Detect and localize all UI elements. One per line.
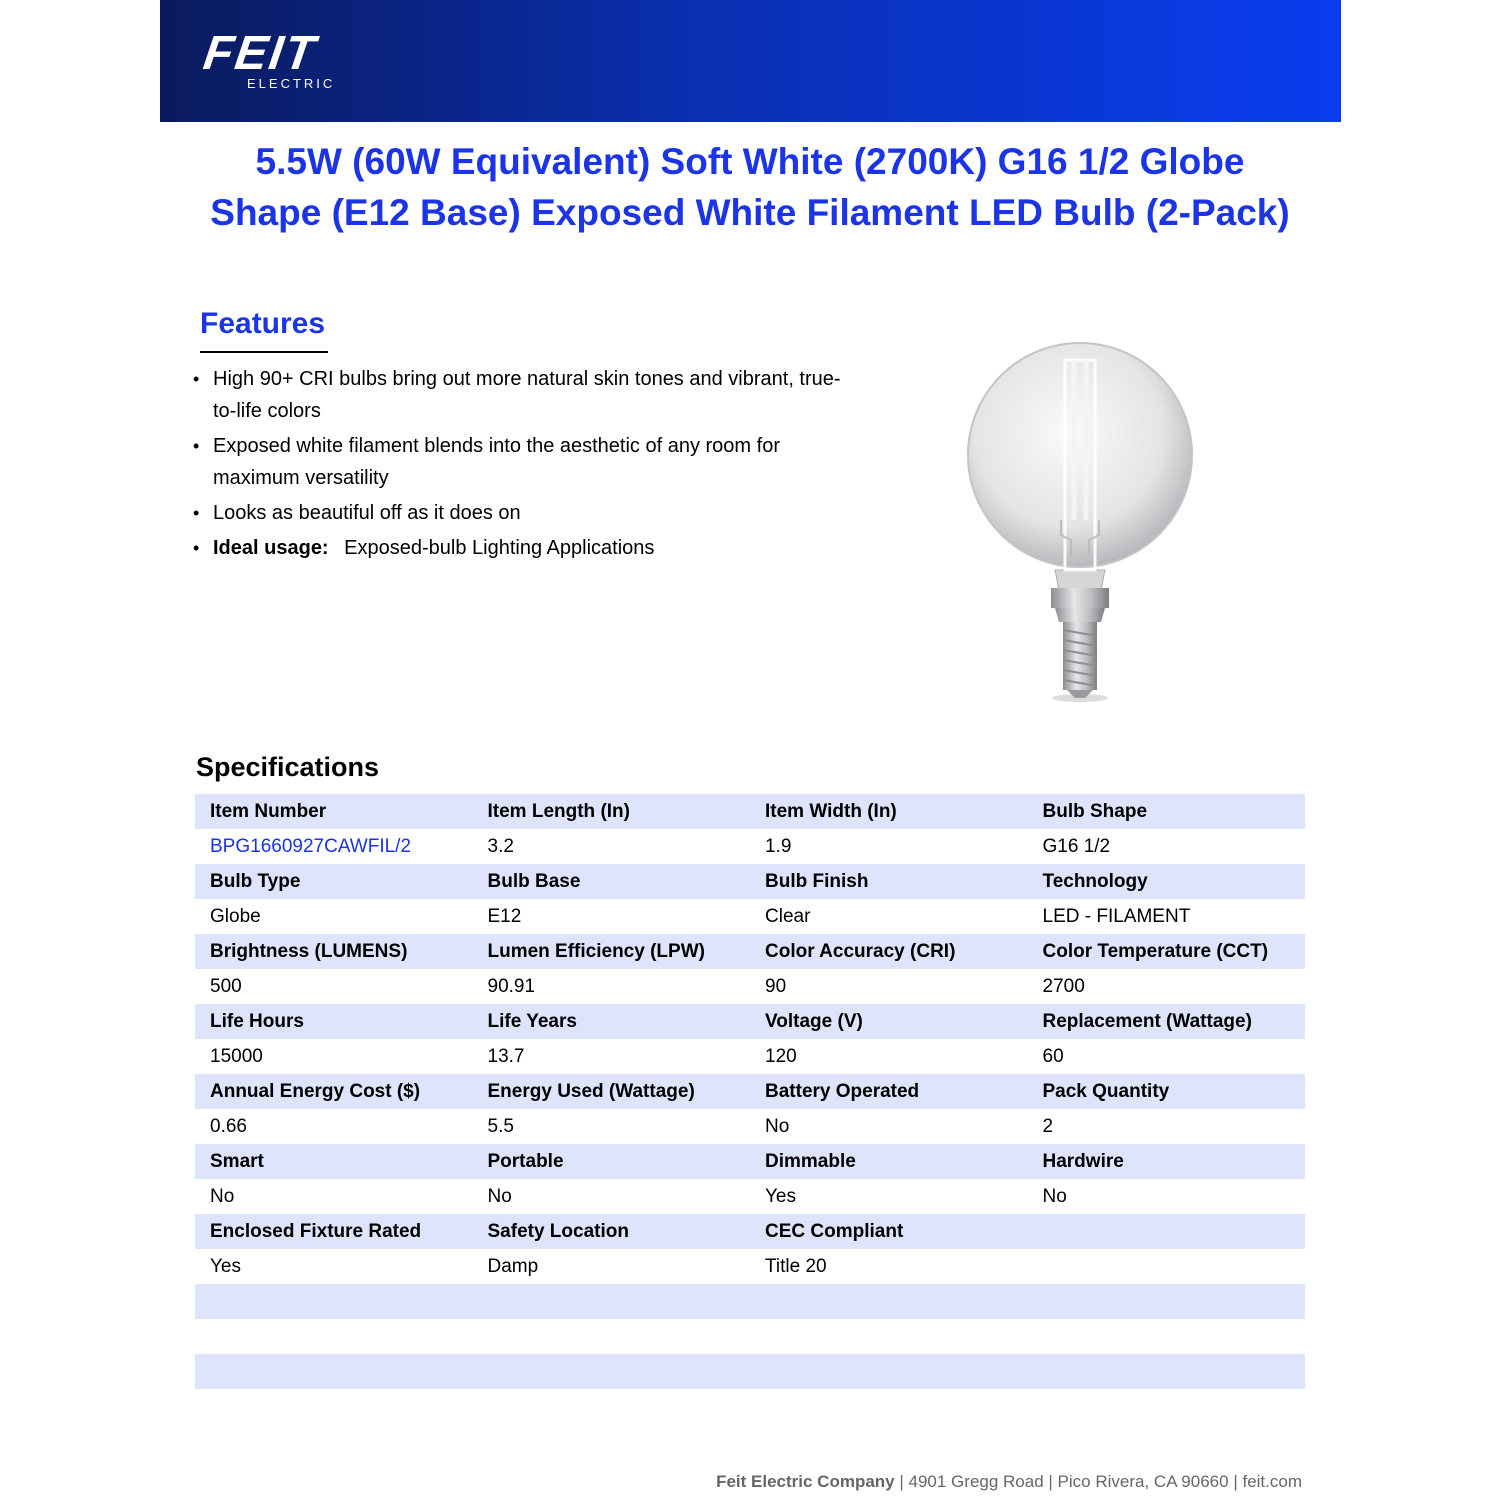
spec-value-row	[195, 829, 1305, 864]
spec-label: Bulb Base	[473, 864, 751, 899]
spec-label: Lumen Efficiency (LPW)	[473, 934, 751, 969]
footer-city: Pico Rivera, CA 90660	[1057, 1472, 1229, 1491]
spec-label: Smart	[195, 1144, 473, 1179]
spec-empty-value-row	[195, 1319, 1305, 1354]
spec-value	[1028, 1249, 1306, 1284]
spec-label: CEC Compliant	[750, 1214, 1028, 1249]
spec-label: Enclosed Fixture Rated	[195, 1214, 473, 1249]
spec-label: Color Accuracy (CRI)	[750, 934, 1028, 969]
spec-value: G16 1/2	[1028, 829, 1306, 864]
spec-value: Yes	[750, 1179, 1028, 1214]
ideal-usage-value: Exposed-bulb Lighting Applications	[344, 537, 655, 559]
spec-label	[195, 1284, 473, 1319]
spec-value: 2	[1028, 1109, 1306, 1144]
spec-empty-header-row	[195, 1354, 1305, 1389]
feit-logo	[200, 27, 379, 92]
spec-header-row	[195, 794, 1305, 829]
brand-banner	[160, 0, 1341, 122]
spec-label	[195, 1354, 473, 1389]
spec-label	[750, 1354, 1028, 1389]
footer-website-link[interactable]: feit.com	[1242, 1472, 1302, 1491]
spec-label: Replacement (Wattage)	[1028, 1004, 1306, 1039]
spec-label	[473, 1354, 751, 1389]
spec-value: 500	[195, 969, 473, 1004]
spec-value-row	[195, 1179, 1305, 1214]
logo-subtitle: ELECTRIC	[247, 76, 336, 91]
spec-value-row	[195, 1039, 1305, 1074]
spec-label	[1028, 1354, 1306, 1389]
spec-label: Hardwire	[1028, 1144, 1306, 1179]
spec-header-row	[195, 1004, 1305, 1039]
spec-label: Item Length (In)	[473, 794, 751, 829]
spec-empty-header-row	[195, 1284, 1305, 1319]
spec-value: 90.91	[473, 969, 751, 1004]
ideal-usage-label: Ideal usage:	[213, 537, 329, 559]
spec-value	[750, 1319, 1028, 1354]
spec-value-row	[195, 1109, 1305, 1144]
footer-separator: |	[1233, 1472, 1243, 1491]
specifications-table	[195, 794, 1305, 1389]
item-number-link[interactable]: BPG1660927CAWFIL/2	[195, 829, 473, 864]
spec-value	[195, 1319, 473, 1354]
spec-label: Item Width (In)	[750, 794, 1028, 829]
spec-value-row	[195, 899, 1305, 934]
spec-header-row	[195, 1144, 1305, 1179]
spec-value: Title 20	[750, 1249, 1028, 1284]
footer-company: Feit Electric Company	[716, 1472, 895, 1491]
feature-item: • High 90+ CRI bulbs bring out more natural skin tones and vibrant, true-to-life colors	[193, 363, 853, 427]
spec-value-row	[195, 969, 1305, 1004]
spec-value: 120	[750, 1039, 1028, 1074]
spec-value	[1028, 1319, 1306, 1354]
spec-label: Life Years	[473, 1004, 751, 1039]
specifications-heading: Specifications	[196, 752, 380, 782]
spec-label: Energy Used (Wattage)	[473, 1074, 751, 1109]
features-heading: Features	[200, 307, 326, 340]
spec-label: Pack Quantity	[1028, 1074, 1306, 1109]
spec-value: 90	[750, 969, 1028, 1004]
spec-value: Globe	[195, 899, 473, 934]
spec-value: 1.9	[750, 829, 1028, 864]
spec-value: 13.7	[473, 1039, 751, 1074]
spec-value: 15000	[195, 1039, 473, 1074]
footer-separator: |	[1048, 1472, 1058, 1491]
spec-value: Clear	[750, 899, 1028, 934]
features-underline	[200, 351, 328, 353]
logo-wordmark: FEIT	[200, 27, 320, 80]
feature-item-ideal-usage	[193, 532, 853, 564]
spec-label	[1028, 1214, 1306, 1249]
spec-label	[473, 1284, 751, 1319]
spec-value: No	[1028, 1179, 1306, 1214]
spec-label	[1028, 1284, 1306, 1319]
footer-separator: |	[899, 1472, 909, 1491]
spec-header-row	[195, 934, 1305, 969]
product-title: 5.5W (60W Equivalent) Soft White (2700K) G16 1/2 Globe Shape (E12 Base) Exposed White Filament LED Bulb (2-Pack)	[210, 141, 1290, 233]
spec-header-row	[195, 864, 1305, 899]
spec-label: Bulb Shape	[1028, 794, 1306, 829]
spec-label: Brightness (LUMENS)	[195, 934, 473, 969]
spec-label: Bulb Finish	[750, 864, 1028, 899]
spec-label: Life Hours	[195, 1004, 473, 1039]
spec-value: 2700	[1028, 969, 1306, 1004]
feature-item: • Looks as beautiful off as it does on	[193, 497, 853, 529]
spec-value: No	[195, 1179, 473, 1214]
spec-value: E12	[473, 899, 751, 934]
bulb-product-image	[955, 340, 1205, 710]
spec-value: No	[473, 1179, 751, 1214]
spec-header-row	[195, 1074, 1305, 1109]
spec-value	[473, 1319, 751, 1354]
spec-label: Battery Operated	[750, 1074, 1028, 1109]
spec-label: Portable	[473, 1144, 751, 1179]
footer-address: 4901 Gregg Road	[908, 1472, 1044, 1491]
spec-label: Dimmable	[750, 1144, 1028, 1179]
spec-value: 60	[1028, 1039, 1306, 1074]
spec-value: LED - FILAMENT	[1028, 899, 1306, 934]
spec-label: Item Number	[195, 794, 473, 829]
spec-label	[750, 1284, 1028, 1319]
spec-label: Safety Location	[473, 1214, 751, 1249]
spec-value: Yes	[195, 1249, 473, 1284]
features-list	[193, 363, 853, 567]
spec-value: 5.5	[473, 1109, 751, 1144]
spec-value: 3.2	[473, 829, 751, 864]
spec-value-row	[195, 1249, 1305, 1284]
spec-label: Annual Energy Cost ($)	[195, 1074, 473, 1109]
spec-value: No	[750, 1109, 1028, 1144]
spec-label: Color Temperature (CCT)	[1028, 934, 1306, 969]
feature-item: • Exposed white filament blends into the aesthetic of any room for maximum versatility	[193, 430, 853, 494]
spec-label: Bulb Type	[195, 864, 473, 899]
spec-label: Voltage (V)	[750, 1004, 1028, 1039]
spec-value: Damp	[473, 1249, 751, 1284]
spec-value: 0.66	[195, 1109, 473, 1144]
spec-header-row	[195, 1214, 1305, 1249]
footer	[0, 1472, 1302, 1492]
spec-label: Technology	[1028, 864, 1306, 899]
